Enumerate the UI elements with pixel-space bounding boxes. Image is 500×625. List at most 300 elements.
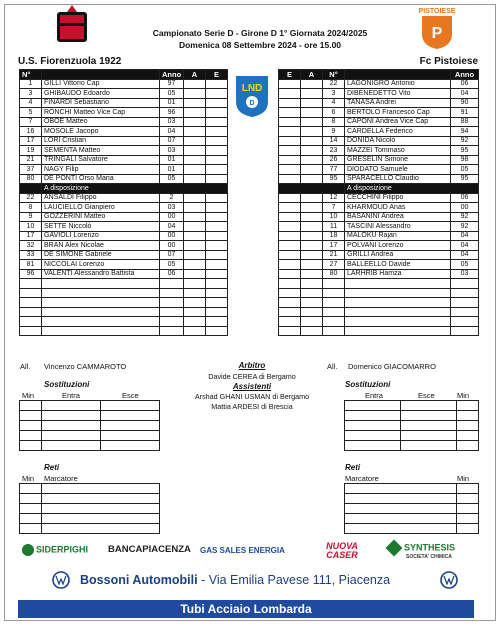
entry-cell [20, 494, 42, 504]
entry-cell [42, 514, 160, 524]
substitution-row [20, 421, 160, 431]
a-cell [184, 203, 206, 213]
a-cell [301, 117, 323, 127]
home-goals-min-label: Min [22, 474, 35, 483]
entry-cell [20, 514, 42, 524]
a-cell [184, 260, 206, 270]
empty-cell [20, 317, 42, 327]
home-subs-min-label: Min [22, 391, 35, 400]
home-empty-row [20, 326, 228, 336]
a-cell [184, 174, 206, 184]
entry-cell [20, 504, 42, 514]
substitution-row [345, 411, 479, 421]
a-cell [301, 89, 323, 99]
a-cell [184, 193, 206, 203]
player-year: 00 [160, 212, 184, 222]
pistoiese-crest [418, 4, 456, 50]
e-cell [206, 79, 228, 89]
entry-cell [345, 494, 457, 504]
entry-cell [345, 431, 401, 441]
empty-cell [42, 279, 160, 289]
player-name: CECCHINI Filippo [345, 193, 451, 203]
a-cell [184, 269, 206, 279]
player-year: 92 [451, 222, 479, 232]
player-name: TANASA Andrei [345, 98, 451, 108]
player-number: 6 [323, 108, 345, 118]
away-player-row [279, 155, 479, 165]
e-cell [206, 241, 228, 251]
empty-cell [160, 298, 184, 308]
player-number: 10 [323, 212, 345, 222]
e-cell [279, 127, 301, 137]
away-header-row [279, 70, 479, 80]
e-cell [279, 241, 301, 251]
a-cell [184, 231, 206, 241]
e-cell [206, 260, 228, 270]
empty-cell [279, 307, 301, 317]
num-header: N° [323, 70, 345, 80]
empty-cell [206, 317, 228, 327]
a-cell [184, 89, 206, 99]
empty-cell [20, 298, 42, 308]
empty-cell [323, 279, 345, 289]
entry-cell [457, 484, 479, 494]
empty-cell [20, 279, 42, 289]
e-cell [206, 117, 228, 127]
entry-cell [345, 504, 457, 514]
player-name: DIODATO Samuele [345, 165, 451, 175]
substitution-row [345, 441, 479, 451]
player-year: 03 [160, 117, 184, 127]
empty-cell [160, 326, 184, 336]
empty-cell [451, 298, 479, 308]
empty-cell [206, 288, 228, 298]
player-number: 9 [20, 212, 42, 222]
entry-cell [345, 524, 457, 534]
entry-cell [457, 514, 479, 524]
player-year: 04 [451, 231, 479, 241]
empty-cell [345, 326, 451, 336]
a-cell [184, 155, 206, 165]
away-empty-row [279, 317, 479, 327]
empty-cell [345, 298, 451, 308]
player-year: 05 [160, 89, 184, 99]
name-header [345, 70, 451, 80]
e-cell [206, 136, 228, 146]
player-number: 77 [323, 165, 345, 175]
e-cell [279, 231, 301, 241]
vw-logo-right-icon [440, 571, 458, 589]
empty-cell [42, 317, 160, 327]
e-cell [279, 174, 301, 184]
away-subs-heading: Sostituzioni [345, 380, 391, 389]
entry-cell [20, 421, 42, 431]
empty-cell [184, 317, 206, 327]
empty-cell [279, 288, 301, 298]
empty-cell [451, 307, 479, 317]
player-number: 12 [323, 193, 345, 203]
entry-cell [345, 484, 457, 494]
player-name: GHIBAUDO Edoardo [42, 89, 160, 99]
goal-row [20, 484, 160, 494]
player-number: 17 [20, 231, 42, 241]
e-cell [206, 127, 228, 137]
player-year: 95 [451, 174, 479, 184]
player-name: BALLEELLO Davide [345, 260, 451, 270]
entry-cell [401, 401, 457, 411]
empty-cell [20, 288, 42, 298]
home-subs-esce-label: Esce [122, 391, 139, 400]
sponsor-nuova-caser: NUOVA CASER [326, 541, 358, 560]
player-number: 95 [323, 174, 345, 184]
player-number: 17 [20, 136, 42, 146]
away-coach-label: All. [327, 362, 338, 371]
e-cell [206, 212, 228, 222]
away-empty-row [279, 307, 479, 317]
home-substitutions-table [19, 400, 160, 451]
player-number: 80 [20, 174, 42, 184]
e-cell [279, 222, 301, 232]
entry-cell [42, 504, 160, 514]
entry-cell [42, 494, 160, 504]
player-name: SETTE Niccolò [42, 222, 160, 232]
a-cell [301, 241, 323, 251]
away-sub-row [279, 193, 479, 203]
home-player-row [20, 98, 228, 108]
player-name: CAPONI Andrea Vice Cap [345, 117, 451, 127]
player-year: 05 [451, 260, 479, 270]
player-name: POLVANI Lorenzo [345, 241, 451, 251]
a-cell [301, 174, 323, 184]
player-number: 17 [323, 241, 345, 251]
entry-cell [345, 441, 401, 451]
entry-cell [457, 421, 479, 431]
player-year: 00 [451, 203, 479, 213]
empty-cell [20, 307, 42, 317]
fiorenzuola-crest [55, 4, 89, 44]
empty-cell [323, 288, 345, 298]
bossoni-brand: Bossoni Automobili [80, 573, 198, 587]
a-cell [301, 79, 323, 89]
player-year: 95 [451, 146, 479, 156]
substitution-row [345, 421, 479, 431]
empty-cell [301, 317, 323, 327]
home-sub-row [20, 212, 228, 222]
home-player-row [20, 127, 228, 137]
player-number: 19 [20, 146, 42, 156]
empty-cell [160, 279, 184, 289]
e-cell [206, 193, 228, 203]
a-cell [184, 136, 206, 146]
away-subs-entra-label: Entra [365, 391, 383, 400]
sponsor-synthesis [388, 542, 455, 560]
player-year: 90 [451, 98, 479, 108]
entry-cell [42, 441, 101, 451]
e-cell [279, 212, 301, 222]
player-year: 04 [451, 250, 479, 260]
home-player-row [20, 117, 228, 127]
synthesis-subtitle: SOCIETA' CHIMICA [406, 554, 452, 560]
a-cell [301, 260, 323, 270]
player-number: 33 [20, 250, 42, 260]
a-cell [184, 212, 206, 222]
e-header: E [206, 70, 228, 80]
sponsor-siderpighi [22, 544, 88, 556]
player-name: MAZZEI Tommaso [345, 146, 451, 156]
entry-cell [101, 401, 160, 411]
synthesis-icon [386, 540, 403, 557]
player-number: 16 [20, 127, 42, 137]
goal-row [20, 494, 160, 504]
player-number: 14 [323, 136, 345, 146]
e-cell [279, 79, 301, 89]
player-number: 4 [323, 98, 345, 108]
home-sub-row [20, 203, 228, 213]
away-sub-row [279, 250, 479, 260]
home-sub-row [20, 250, 228, 260]
home-player-row [20, 165, 228, 175]
empty-cell [206, 298, 228, 308]
svg-text:PISTOIESE: PISTOIESE [418, 8, 456, 15]
player-year: 05 [451, 165, 479, 175]
player-name: LAUCIELLO Gianpiero [42, 203, 160, 213]
player-year: 88 [451, 117, 479, 127]
player-name: DE SIMONE Gabriele [42, 250, 160, 260]
player-year: 00 [160, 241, 184, 251]
player-year: 05 [160, 174, 184, 184]
name-header [42, 70, 160, 80]
empty-cell [279, 279, 301, 289]
away-player-row [279, 108, 479, 118]
player-number: 21 [323, 250, 345, 260]
empty-cell [184, 279, 206, 289]
player-name: BERTOLO Francesco Cap [345, 108, 451, 118]
player-number: 81 [20, 260, 42, 270]
sponsor-gas-sales: GAS SALES ENERGIA [200, 546, 285, 555]
player-year: 07 [160, 136, 184, 146]
goal-row [345, 524, 479, 534]
player-name: BRAN Alex Nicolae [42, 241, 160, 251]
home-sub-row [20, 269, 228, 279]
svg-text:LND: LND [241, 83, 263, 94]
empty-cell [160, 307, 184, 317]
empty-cell [451, 326, 479, 336]
a-cell [184, 241, 206, 251]
assistente-2: Mattia ARDESI di Brescia [211, 402, 293, 411]
goal-row [345, 494, 479, 504]
empty-cell [206, 307, 228, 317]
bossoni-address: - Via Emilia Pavese 111, Piacenza [197, 573, 391, 587]
player-name: DIBENEDETTO Vito [345, 89, 451, 99]
subs-header-blank [279, 184, 345, 194]
player-year: 05 [160, 260, 184, 270]
a-cell [184, 98, 206, 108]
arbitro-heading: Arbitro [238, 361, 266, 370]
e-cell [279, 108, 301, 118]
empty-cell [206, 326, 228, 336]
assistente-1: Arshad GHANI USMAN di Bergamo [194, 392, 310, 401]
empty-cell [323, 326, 345, 336]
e-header: E [279, 70, 301, 80]
player-number: 7 [323, 203, 345, 213]
a-cell [301, 98, 323, 108]
player-year: 94 [451, 127, 479, 137]
entry-cell [101, 411, 160, 421]
goal-row [345, 504, 479, 514]
away-empty-row [279, 288, 479, 298]
away-subs-esce-label: Esce [418, 391, 435, 400]
svg-text:P: P [431, 25, 443, 42]
entry-cell [345, 514, 457, 524]
e-cell [206, 222, 228, 232]
player-name: CARDELLA Federico [345, 127, 451, 137]
player-year: 04 [160, 127, 184, 137]
empty-cell [345, 317, 451, 327]
a-cell [301, 269, 323, 279]
anno-header: Anno [451, 70, 479, 80]
empty-cell [345, 279, 451, 289]
subs-header-label: A disposizione [42, 184, 228, 194]
player-number: 22 [20, 193, 42, 203]
player-number: 3 [323, 89, 345, 99]
player-number: 26 [323, 155, 345, 165]
empty-cell [184, 326, 206, 336]
entry-cell [457, 401, 479, 411]
e-cell [206, 231, 228, 241]
sponsor-bancapiacenza: BANCAPIACENZA [108, 544, 191, 555]
a-cell [184, 79, 206, 89]
a-cell [301, 127, 323, 137]
entry-cell [42, 431, 101, 441]
entry-cell [401, 441, 457, 451]
empty-cell [279, 298, 301, 308]
away-goals-scorer-label: Marcatore [345, 474, 379, 483]
a-cell [184, 146, 206, 156]
player-name: GOZZERINI Matteo [42, 212, 160, 222]
player-name: SEMENTA Matteo [42, 146, 160, 156]
e-cell [279, 89, 301, 99]
player-number: 96 [20, 269, 42, 279]
e-cell [279, 250, 301, 260]
home-subs-heading: Sostituzioni [44, 380, 90, 389]
empty-cell [345, 307, 451, 317]
empty-cell [323, 307, 345, 317]
empty-cell [301, 279, 323, 289]
player-number: 21 [20, 155, 42, 165]
home-coach: Vincenzo CAMMAROTO [44, 362, 127, 371]
player-number: 8 [323, 117, 345, 127]
entry-cell [457, 524, 479, 534]
match-date: Domenica 08 Settembre 2024 - ore 15.00 [178, 40, 342, 50]
empty-cell [279, 326, 301, 336]
home-player-row [20, 108, 228, 118]
e-cell [206, 174, 228, 184]
away-player-row [279, 136, 479, 146]
goal-row [20, 524, 160, 534]
away-goals-table [344, 483, 479, 534]
player-number: 18 [323, 231, 345, 241]
away-player-row [279, 165, 479, 175]
entry-cell [457, 494, 479, 504]
player-year: 04 [451, 241, 479, 251]
e-cell [279, 136, 301, 146]
player-year: 01 [160, 155, 184, 165]
player-number: 11 [323, 222, 345, 232]
player-year: 06 [160, 269, 184, 279]
entry-cell [20, 411, 42, 421]
away-sub-row [279, 203, 479, 213]
goal-row [345, 484, 479, 494]
entry-cell [20, 401, 42, 411]
a-cell [184, 222, 206, 232]
home-player-row [20, 146, 228, 156]
home-subs-entra-label: Entra [62, 391, 80, 400]
goal-row [20, 514, 160, 524]
player-name: LORI Cristian [42, 136, 160, 146]
entry-cell [457, 431, 479, 441]
tubi-acciaio-text: Tubi Acciaio Lombarda [180, 602, 312, 616]
e-cell [279, 155, 301, 165]
goal-row [20, 504, 160, 514]
empty-cell [184, 288, 206, 298]
e-cell [206, 146, 228, 156]
a-cell [301, 212, 323, 222]
a-cell [184, 165, 206, 175]
home-sub-row [20, 260, 228, 270]
a-cell [301, 203, 323, 213]
substitution-row [20, 411, 160, 421]
empty-cell [184, 298, 206, 308]
a-cell [301, 108, 323, 118]
player-year: 96 [160, 108, 184, 118]
away-sub-row [279, 212, 479, 222]
home-player-row [20, 174, 228, 184]
e-cell [206, 108, 228, 118]
player-number: 5 [20, 108, 42, 118]
e-cell [206, 89, 228, 99]
player-name: LAGONIGRO Antonio [345, 79, 451, 89]
entry-cell [42, 484, 160, 494]
away-empty-row [279, 279, 479, 289]
player-name: DE PONTI Orso Maria [42, 174, 160, 184]
a-cell [301, 165, 323, 175]
e-cell [279, 269, 301, 279]
e-cell [279, 260, 301, 270]
player-year: 06 [451, 193, 479, 203]
player-year: 91 [451, 108, 479, 118]
subs-header-label: A disposizione [345, 184, 479, 194]
player-name: NICCOLAI Lorenzo [42, 260, 160, 270]
player-year: 98 [451, 155, 479, 165]
player-number: 4 [20, 98, 42, 108]
player-number: 22 [323, 79, 345, 89]
away-player-row [279, 117, 479, 127]
away-player-row [279, 127, 479, 137]
player-name: LARHRIB Hamza [345, 269, 451, 279]
player-year: 92 [451, 212, 479, 222]
home-goals-heading: Reti [44, 463, 60, 472]
player-number: 8 [20, 203, 42, 213]
home-empty-row [20, 307, 228, 317]
away-empty-row [279, 326, 479, 336]
home-lineup-table [19, 69, 228, 336]
player-number: 80 [323, 269, 345, 279]
home-sub-row [20, 222, 228, 232]
assistenti-heading: Assistenti [232, 382, 272, 391]
home-header-row [20, 70, 228, 80]
entry-cell [401, 421, 457, 431]
a-cell [184, 117, 206, 127]
